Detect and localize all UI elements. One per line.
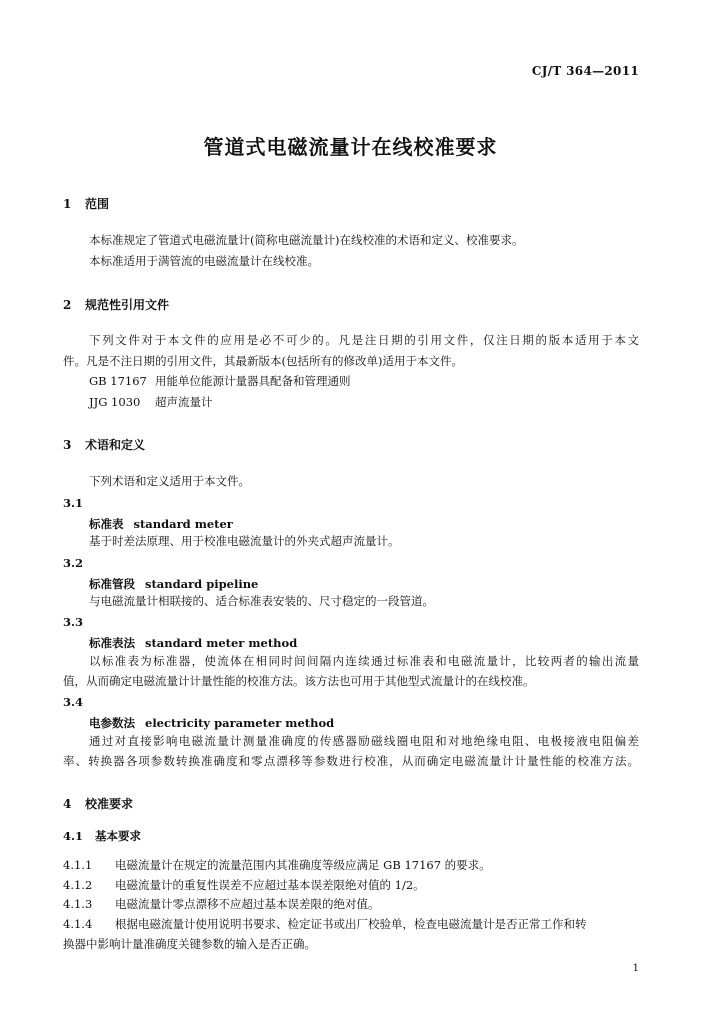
section-1-heading [63,195,109,212]
requirement-item [63,919,639,931]
term-number: 3.3 [63,615,84,629]
term-en: electricity parameter method [145,716,335,730]
term-definition-cont: 值，从而确定电磁流量计计量性能的校准方法。该方法也可用于其他型式流量计的在线校准。 [63,674,535,688]
reference-title: 用能单位能源计量器具配备和管理通则 [155,374,351,388]
term-definition: 以标准表为标准器，使流体在相同时间间隔内连续通过标准表和电磁流量计，比较两者的输出流量 [89,654,639,668]
paragraph: 下列术语和定义适用于本文件。 [89,474,250,488]
subsection-title: 基本要求 [95,829,141,843]
term-heading [89,516,233,532]
subsection-number: 4.1 [63,829,84,843]
item-number: 4.1.1 [63,858,93,872]
section-2-heading [63,296,169,313]
item-text: 电磁流量计在规定的流量范围内其准确度等级应满足 GB 17167 的要求。 [115,858,491,872]
item-number: 4.1.2 [63,878,93,892]
reference-code: GB 17167 [89,374,147,388]
paragraph: 下列文件对于本文件的应用是必不可少的。凡是注日期的引用文件，仅注日期的版本适用于本文 [89,333,639,347]
term-zh: 标准表 [89,517,124,531]
subsection-heading [63,828,141,844]
term-zh: 标准表法 [89,636,135,650]
term-zh: 电参数法 [89,716,135,730]
section-number: 1 [63,197,72,211]
requirement-item [63,899,380,911]
paragraph: 件。凡是不注日期的引用文件，其最新版本(包括所有的修改单)适用于本文件。 [63,354,463,368]
term-definition: 通过对直接影响电磁流量计测量准确度的传感器励磁线圈电阻和对地绝缘电阻、电极接液电阻偏差 [89,734,639,748]
term-number: 3.4 [63,695,84,709]
term-heading [89,576,258,592]
requirement-item-cont: 换器中影响计量准确度关键参数的输入是否正确。 [63,937,316,951]
section-number: 2 [63,298,72,312]
requirement-item [63,860,491,872]
section-title: 规范性引用文件 [85,298,170,312]
term-heading [89,635,297,651]
item-text: 电磁流量计的重复性误差不应超过基本误差限绝对值的 1/2。 [115,878,425,892]
section-number: 4 [63,797,72,811]
term-heading [89,715,334,731]
section-4-heading [63,795,133,812]
section-title: 术语和定义 [85,438,146,452]
section-title: 范围 [85,197,110,211]
paragraph: 本标准规定了管道式电磁流量计(简称电磁流量计)在线校准的术语和定义、校准要求。 [89,233,524,247]
section-3-heading [63,436,145,453]
term-en: standard meter [133,517,233,531]
standard-code: CJ/T 364—2011 [531,64,639,78]
page-title: 管道式电磁流量计在线校准要求 [203,135,498,159]
reference-item [89,376,351,388]
requirement-item [63,880,425,892]
term-number: 3.2 [63,556,84,570]
reference-item [89,397,213,409]
item-number: 4.1.4 [63,917,93,931]
term-definition: 基于时差法原理、用于校准电磁流量计的外夹式超声流量计。 [89,534,400,548]
item-text: 根据电磁流量计使用说明书要求、检定证书或出厂校验单，检查电磁流量计是否正常工作和转 [115,917,587,931]
section-title: 校准要求 [85,797,134,811]
page-number: 1 [632,963,639,974]
term-en: standard pipeline [145,577,259,591]
paragraph: 本标准适用于满管流的电磁流量计在线校准。 [89,254,319,268]
term-en: standard meter method [145,636,298,650]
item-text: 电磁流量计零点漂移不应超过基本误差限的绝对值。 [115,897,380,911]
term-definition: 与电磁流量计相联接的、适合标准表安装的、尺寸稳定的一段管道。 [89,594,434,608]
item-number: 4.1.3 [63,897,93,911]
section-number: 3 [63,438,72,452]
term-zh: 标准管段 [89,577,135,591]
term-definition-cont: 率、转换器各项参数转换准确度和零点漂移等参数进行校准，从而确定电磁流量计计量性能的校准方法。 [63,754,639,768]
term-number: 3.1 [63,496,84,510]
reference-title: 超声流量计 [155,395,213,409]
reference-code: JJG 1030 [89,395,141,409]
